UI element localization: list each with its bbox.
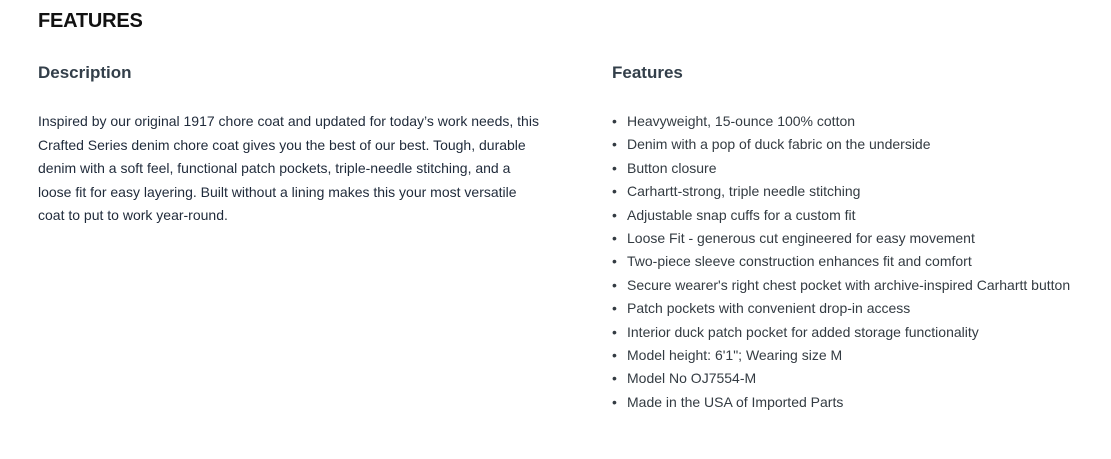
feature-item — [612, 227, 1102, 250]
feature-item-text: Adjustable snap cuffs for a custom fit — [627, 206, 856, 223]
feature-item-text: Interior duck patch pocket for added storage functionality — [627, 323, 979, 340]
feature-item-text: Loose Fit - generous cut engineered for easy movement — [627, 230, 975, 247]
bullet-icon: • — [612, 206, 617, 223]
feature-item — [612, 391, 1102, 414]
feature-item — [612, 133, 1102, 156]
feature-item-text: Heavyweight, 15-ounce 100% cotton — [627, 113, 856, 129]
bullet-icon: • — [612, 370, 617, 387]
bullet-icon: • — [612, 183, 617, 200]
feature-item — [612, 344, 1102, 367]
feature-item-text: Two-piece sleeve construction enhances fit and comfort — [627, 253, 972, 270]
features-heading: Features — [612, 63, 683, 82]
feature-item-text: Button closure — [627, 159, 717, 176]
bullet-icon: • — [612, 347, 617, 364]
section-title: FEATURES — [38, 10, 143, 32]
feature-item — [612, 297, 1102, 320]
features-list — [612, 110, 1102, 414]
bullet-icon: • — [612, 230, 617, 247]
feature-item — [612, 321, 1102, 344]
bullet-icon: • — [612, 323, 617, 340]
feature-item — [612, 367, 1102, 390]
feature-item — [612, 157, 1102, 180]
feature-item — [612, 204, 1102, 227]
feature-item — [612, 180, 1102, 203]
feature-item-text: Model No OJ7554-M — [627, 370, 757, 387]
description-text: Inspired by our original 1917 chore coat and updated for today’s work needs, this Crafted Series denim chore coat gives you the best of our best. Tough, durable denim with a soft feel, functional patch pockets, triple-needle stitching, and a loose fit for easy layering. Built without a lining makes this your most versatile coat to put to work year-round. — [38, 113, 539, 223]
feature-item-text: Patch pockets with convenient drop-in access — [627, 300, 911, 317]
feature-item-text: Denim with a pop of duck fabric on the underside — [627, 136, 931, 153]
feature-item — [612, 274, 1102, 297]
bullet-icon: • — [612, 276, 617, 293]
bullet-icon: • — [612, 136, 617, 153]
bullet-icon: • — [612, 393, 617, 410]
feature-item — [612, 110, 1102, 133]
feature-item-text: Model height: 6'1"; Wearing size M — [627, 347, 843, 364]
features-column — [612, 62, 1102, 414]
bullet-icon: • — [612, 253, 617, 270]
bullet-icon: • — [612, 159, 617, 176]
bullet-icon: • — [612, 300, 617, 317]
feature-item — [612, 250, 1102, 273]
feature-item-text: Secure wearer's right chest pocket with archive-inspired Carhartt button — [627, 276, 1071, 293]
description-heading: Description — [38, 63, 132, 82]
feature-item-text: Carhartt-strong, triple needle stitching — [627, 183, 861, 200]
bullet-icon: • — [612, 113, 617, 129]
feature-item-text: Made in the USA of Imported Parts — [627, 393, 844, 410]
description-column — [38, 62, 548, 228]
